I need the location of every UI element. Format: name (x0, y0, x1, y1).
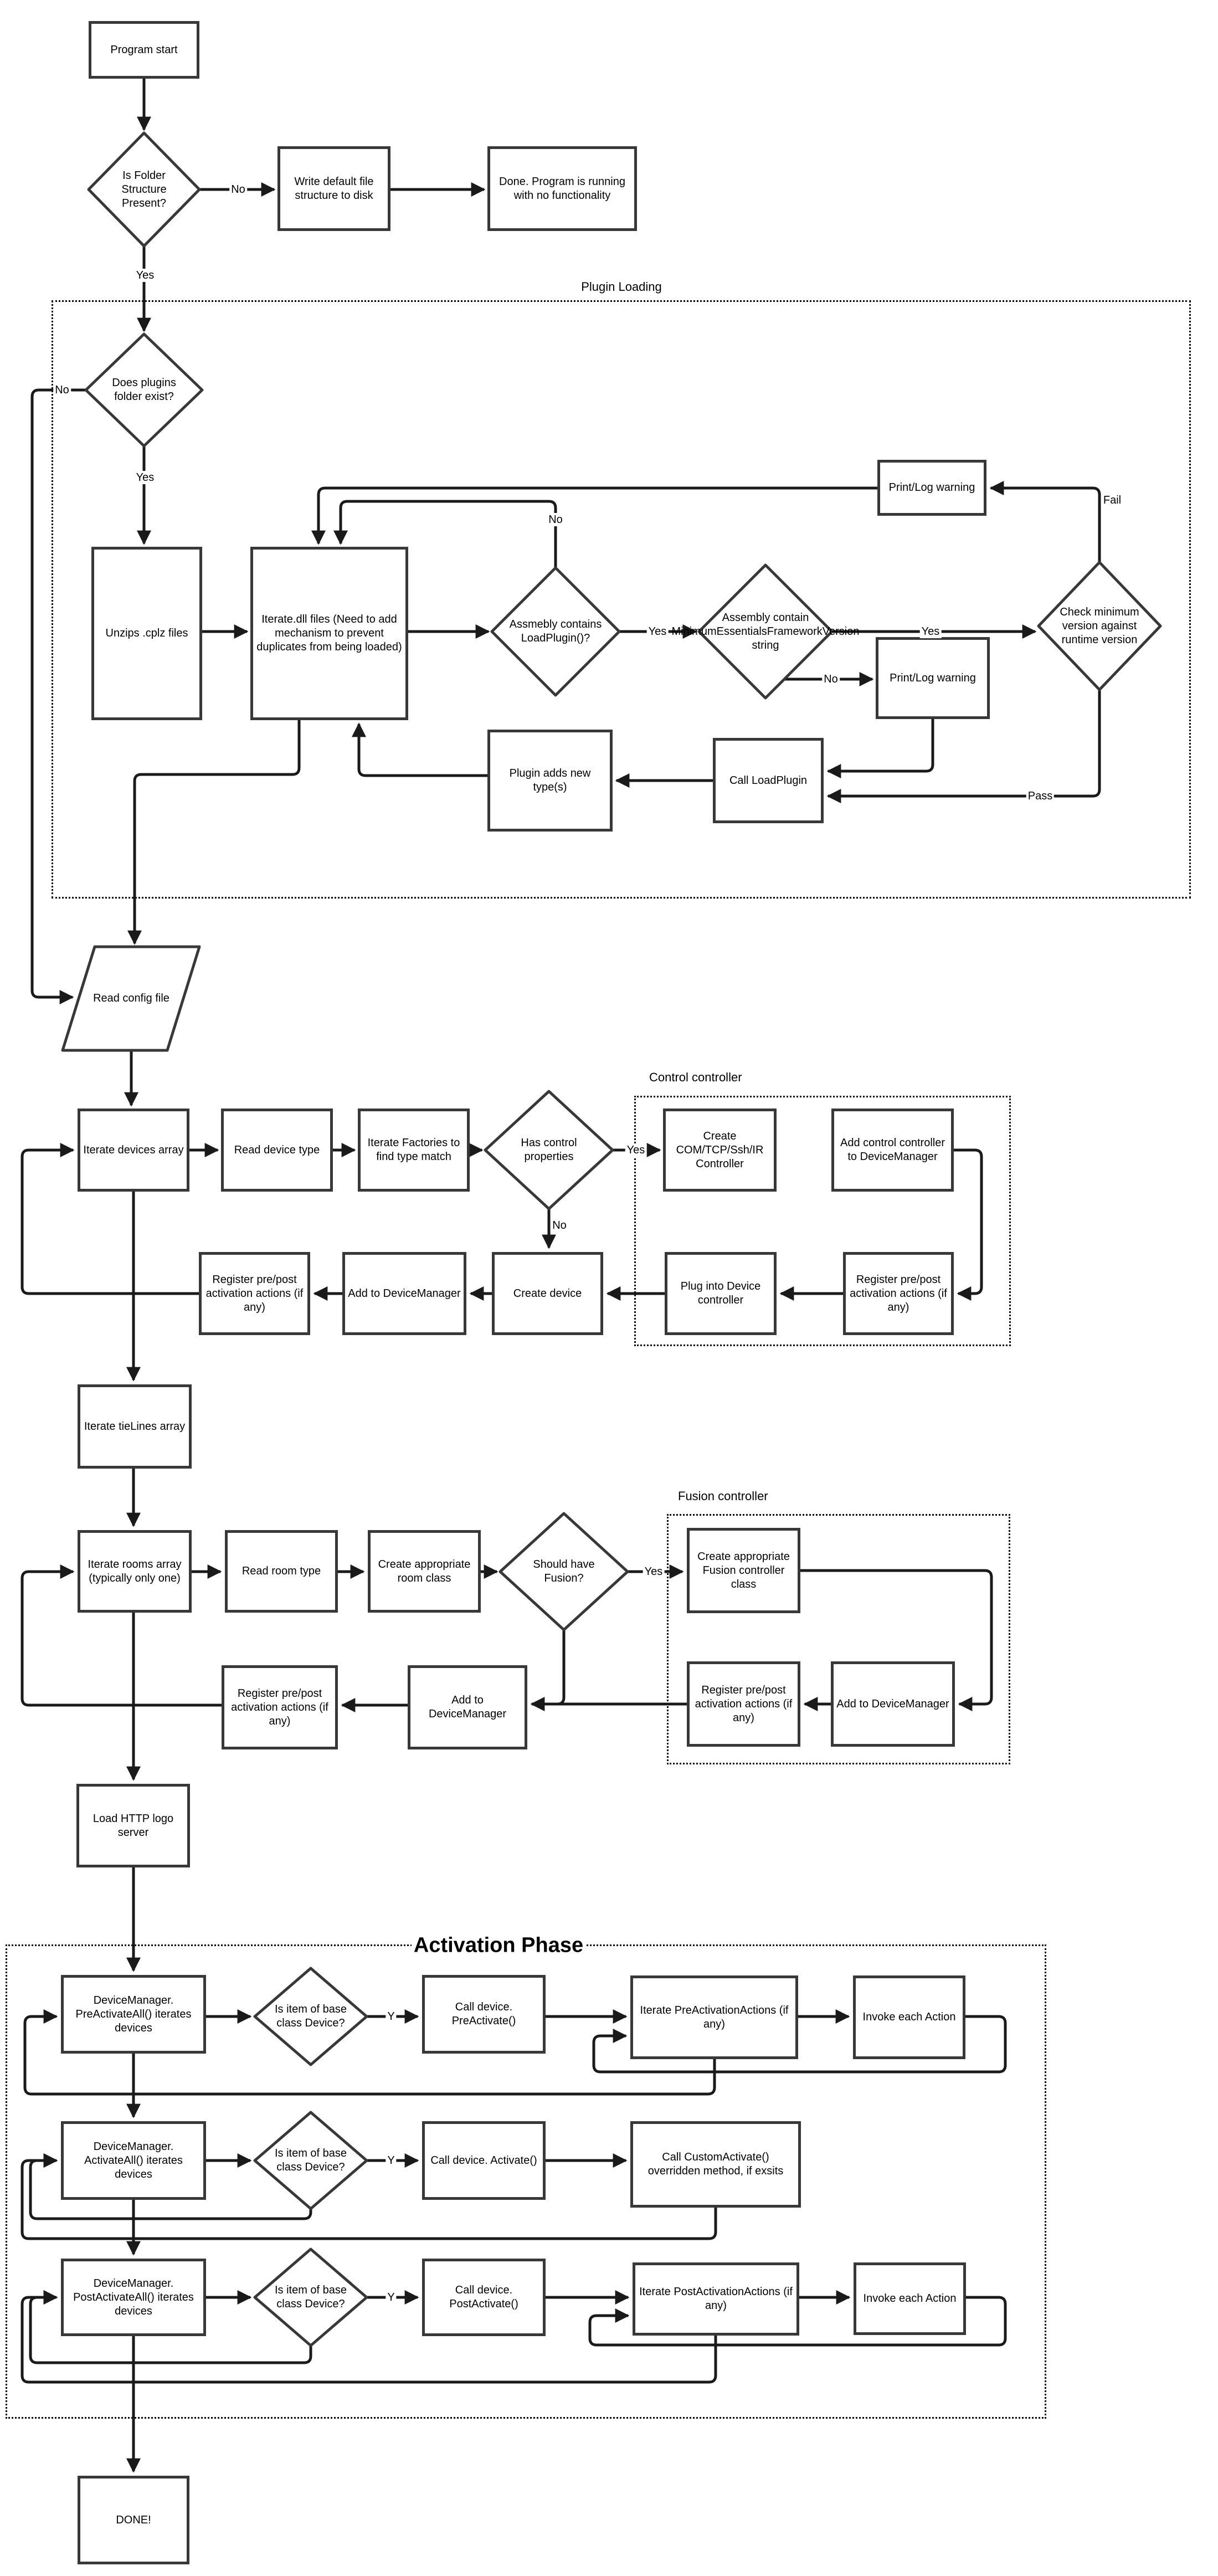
label-should-have-fusion: Should have Fusion? (533, 1558, 595, 1584)
edge-label-post-y: Y (386, 2291, 396, 2304)
node-read-device-type: Read device type (221, 1109, 333, 1192)
node-iterate-tielines: Iterate tieLines array (78, 1384, 192, 1469)
edge-label-act-y: Y (386, 2154, 396, 2167)
node-create-room-class: Create appropriate room class (368, 1530, 481, 1613)
edge-label-minversion-yes: Yes (920, 625, 942, 638)
edge-label-pre-y: Y (386, 2010, 396, 2023)
edge-label-version-pass: Pass (1026, 789, 1054, 803)
label-plugins-folder-check: Does plugins folder exist? (112, 377, 176, 403)
node-iterate-dll: Iterate.dll files (Need to add mechanism to prevent duplicates from being loaded) (250, 547, 408, 720)
label-base-device-post: Is item of base class Device? (274, 2284, 347, 2310)
edge-label-minversion-no: No (822, 673, 840, 686)
edge-label-loadplugin-yes: Yes (647, 625, 669, 638)
node-activate-all: DeviceManager. ActivateAll() iterates devices (61, 2121, 206, 2200)
node-iterate-factories: Iterate Factories to find type match (358, 1109, 470, 1192)
label-has-control: Has control properties (521, 1137, 577, 1163)
node-register-actions-fusion: Register pre/post activation actions (if any) (687, 1661, 800, 1747)
node-plugin-adds-types: Plugin adds new type(s) (487, 730, 613, 832)
node-register-actions-device: Register pre/post activation actions (if any) (199, 1252, 310, 1335)
edge-label-version-fail: Fail (1102, 494, 1123, 507)
node-add-to-dm-device: Add to DeviceManager (342, 1252, 466, 1335)
node-call-postactivate: Call device. PostActivate() (422, 2259, 546, 2336)
edge-label-folder-yes: Yes (135, 269, 156, 282)
section-label-fusion-controller: Fusion controller (676, 1489, 770, 1503)
edge-label-plugins-no: No (53, 383, 71, 397)
label-read-config: Read config file (93, 992, 169, 1004)
node-call-activate: Call device. Activate() (422, 2121, 546, 2200)
edge-label-control-yes: Yes (625, 1143, 647, 1157)
label-base-device-act: Is item of base class Device? (274, 2147, 347, 2173)
label-assembly-minversion: Assembly contain MinimumEssentialsFrameworkVersion string (671, 611, 860, 651)
label-folder-check: Is Folder Structure Present? (121, 169, 167, 209)
node-create-com-controller: Create COM/TCP/Ssh/IR Controller (663, 1109, 777, 1192)
label-assembly-loadplugin: Assmebly contains LoadPlugin()? (509, 618, 602, 644)
label-check-min-version: Check minimum version against runtime version (1060, 605, 1139, 646)
edge-label-fusion-yes: Yes (643, 1565, 665, 1578)
node-invoke-each-action-pre: Invoke each Action (853, 1975, 965, 2059)
node-iterate-rooms: Iterate rooms array (typically only one) (78, 1530, 192, 1613)
edge-label-loadplugin-no: No (547, 513, 564, 526)
node-load-http-logo: Load HTTP logo server (76, 1784, 190, 1867)
node-register-actions-control: Register pre/post activation actions (if any) (843, 1252, 954, 1335)
node-call-loadplugin: Call LoadPlugin (713, 738, 824, 823)
node-print-log-warning-no: Print/Log warning (876, 637, 990, 719)
label-base-device-pre: Is item of base class Device? (274, 2003, 347, 2029)
node-plug-into-device: Plug into Device controller (665, 1252, 777, 1335)
node-post-activate-all: DeviceManager. PostActivateAll() iterates devices (61, 2259, 206, 2336)
edge-label-control-no: No (551, 1219, 568, 1232)
node-iterate-postactions: Iterate PostActivationActions (if any) (633, 2262, 799, 2336)
node-add-control-controller: Add control controller to DeviceManager (831, 1109, 954, 1192)
node-done-no-functionality: Done. Program is running with no functionality (487, 146, 637, 231)
node-create-fusion-controller: Create appropriate Fusion controller class (687, 1528, 800, 1613)
node-register-actions-room: Register pre/post activation actions (if any) (222, 1665, 338, 1749)
section-label-activation-phase: Activation Phase (412, 1934, 585, 1958)
decision-shapes (63, 133, 1160, 2346)
node-call-preactivate: Call device. PreActivate() (422, 1975, 546, 2054)
node-iterate-preactions: Iterate PreActivationActions (if any) (630, 1975, 798, 2059)
node-pre-activate-all: DeviceManager. PreActivateAll() iterates devices (61, 1975, 206, 2054)
node-call-custom-activate: Call CustomActivate() overridden method, if exsits (630, 2121, 801, 2208)
node-add-to-dm-room: Add to DeviceManager (408, 1665, 527, 1749)
node-write-default: Write default file structure to disk (277, 146, 390, 231)
node-iterate-devices: Iterate devices array (78, 1109, 189, 1192)
node-print-log-warning-fail: Print/Log warning (877, 460, 986, 516)
node-create-device: Create device (492, 1252, 603, 1335)
edge-label-folder-no: No (229, 183, 247, 196)
node-read-room-type: Read room type (225, 1530, 338, 1613)
section-label-control-controller: Control controller (647, 1070, 744, 1085)
node-done: DONE! (78, 2476, 189, 2564)
edge-label-plugins-yes: Yes (135, 471, 156, 484)
node-program-start: Program start (89, 21, 199, 79)
node-unzip-cplz: Unzips .cplz files (91, 547, 202, 720)
section-label-plugin-loading: Plugin Loading (579, 280, 664, 294)
node-add-to-dm-fusion: Add to DeviceManager (831, 1661, 955, 1747)
node-invoke-each-action-post: Invoke each Action (854, 2262, 966, 2335)
